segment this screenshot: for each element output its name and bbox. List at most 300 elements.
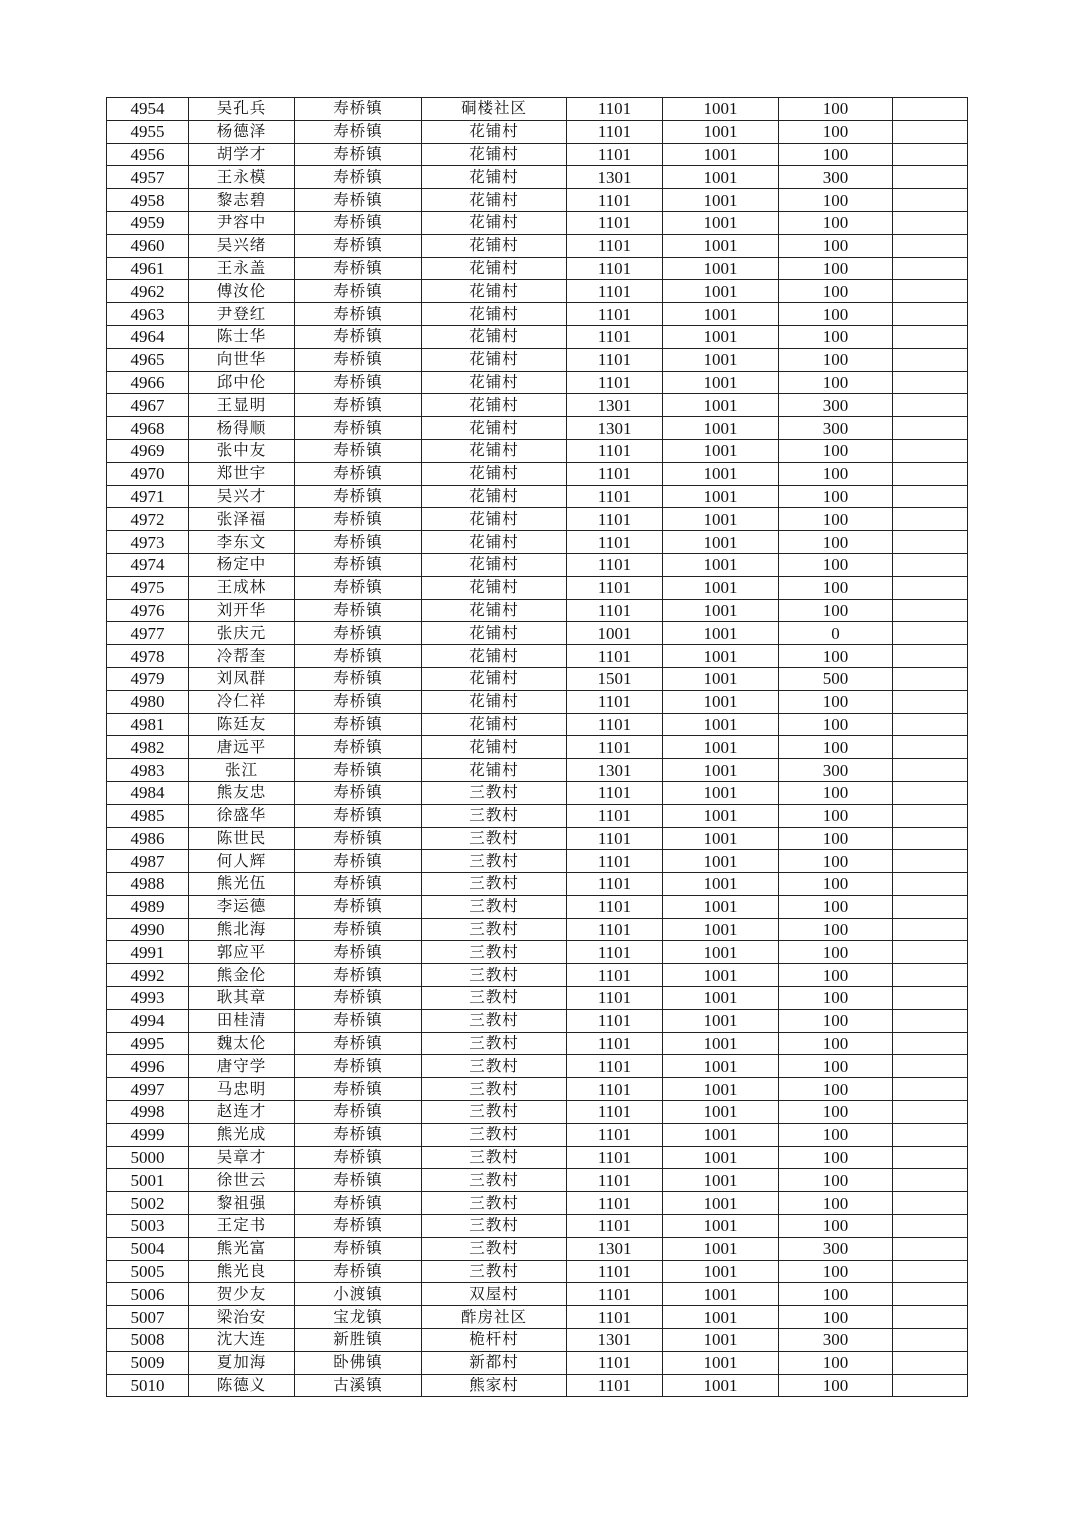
note-cell (893, 98, 968, 121)
note-cell (893, 599, 968, 622)
code-a-cell: 1101 (567, 143, 663, 166)
code-a-cell: 1101 (567, 987, 663, 1010)
village-cell: 新都村 (422, 1351, 567, 1374)
village-cell: 花铺村 (422, 234, 567, 257)
note-cell (893, 325, 968, 348)
town-cell: 寿桥镇 (295, 211, 422, 234)
code-b-cell: 1001 (663, 462, 779, 485)
town-cell: 寿桥镇 (295, 394, 422, 417)
note-cell (893, 1351, 968, 1374)
town-cell: 寿桥镇 (295, 1169, 422, 1192)
table-row (107, 1283, 968, 1306)
note-cell (893, 371, 968, 394)
amount-cell: 100 (779, 303, 893, 326)
serial-cell: 5000 (107, 1146, 189, 1169)
town-cell: 寿桥镇 (295, 850, 422, 873)
code-a-cell: 1101 (567, 439, 663, 462)
village-cell: 三教村 (422, 1237, 567, 1260)
serial-cell: 4994 (107, 1009, 189, 1032)
serial-cell: 4993 (107, 987, 189, 1010)
village-cell: 花铺村 (422, 257, 567, 280)
serial-cell: 4987 (107, 850, 189, 873)
serial-cell: 4966 (107, 371, 189, 394)
note-cell (893, 576, 968, 599)
amount-cell: 100 (779, 1215, 893, 1238)
code-b-cell: 1001 (663, 1260, 779, 1283)
name-cell: 王显明 (189, 394, 295, 417)
note-cell (893, 645, 968, 668)
name-cell: 张江 (189, 759, 295, 782)
note-cell (893, 1146, 968, 1169)
note-cell (893, 827, 968, 850)
code-b-cell: 1001 (663, 1032, 779, 1055)
serial-cell: 4992 (107, 964, 189, 987)
amount-cell: 100 (779, 1055, 893, 1078)
amount-cell: 100 (779, 120, 893, 143)
name-cell: 吴兴绪 (189, 234, 295, 257)
name-cell: 吴孔兵 (189, 98, 295, 121)
code-a-cell: 1101 (567, 1351, 663, 1374)
name-cell: 杨定中 (189, 553, 295, 576)
table-row (107, 303, 968, 326)
code-a-cell: 1101 (567, 531, 663, 554)
table-row (107, 417, 968, 440)
village-cell: 花铺村 (422, 417, 567, 440)
table-row (107, 1101, 968, 1124)
village-cell: 三教村 (422, 1078, 567, 1101)
table-row (107, 690, 968, 713)
code-a-cell: 1101 (567, 1283, 663, 1306)
serial-cell: 4984 (107, 781, 189, 804)
code-b-cell: 1001 (663, 485, 779, 508)
town-cell: 寿桥镇 (295, 325, 422, 348)
serial-cell: 4958 (107, 189, 189, 212)
table-row (107, 462, 968, 485)
code-a-cell: 1101 (567, 1123, 663, 1146)
village-cell: 酢房社区 (422, 1306, 567, 1329)
note-cell (893, 1101, 968, 1124)
village-cell: 花铺村 (422, 667, 567, 690)
town-cell: 寿桥镇 (295, 417, 422, 440)
code-b-cell: 1001 (663, 303, 779, 326)
village-cell: 三教村 (422, 895, 567, 918)
serial-cell: 5007 (107, 1306, 189, 1329)
serial-cell: 4996 (107, 1055, 189, 1078)
amount-cell: 100 (779, 690, 893, 713)
name-cell: 尹登红 (189, 303, 295, 326)
village-cell: 花铺村 (422, 690, 567, 713)
amount-cell: 100 (779, 280, 893, 303)
amount-cell: 100 (779, 736, 893, 759)
name-cell: 熊光良 (189, 1260, 295, 1283)
village-cell: 花铺村 (422, 371, 567, 394)
code-a-cell: 1101 (567, 804, 663, 827)
town-cell: 寿桥镇 (295, 827, 422, 850)
serial-cell: 5010 (107, 1374, 189, 1397)
note-cell (893, 1123, 968, 1146)
town-cell: 新胜镇 (295, 1329, 422, 1352)
table-row (107, 394, 968, 417)
village-cell: 花铺村 (422, 553, 567, 576)
table-row (107, 1192, 968, 1215)
note-cell (893, 850, 968, 873)
serial-cell: 5005 (107, 1260, 189, 1283)
table-row (107, 531, 968, 554)
town-cell: 寿桥镇 (295, 280, 422, 303)
amount-cell: 100 (779, 553, 893, 576)
table-row (107, 1055, 968, 1078)
table-row (107, 1351, 968, 1374)
amount-cell: 100 (779, 895, 893, 918)
note-cell (893, 895, 968, 918)
code-a-cell: 1101 (567, 1260, 663, 1283)
amount-cell: 100 (779, 189, 893, 212)
code-a-cell: 1101 (567, 1215, 663, 1238)
code-b-cell: 1001 (663, 1283, 779, 1306)
note-cell (893, 303, 968, 326)
note-cell (893, 234, 968, 257)
table-row (107, 98, 968, 121)
amount-cell: 100 (779, 1032, 893, 1055)
code-b-cell: 1001 (663, 941, 779, 964)
amount-cell: 100 (779, 1009, 893, 1032)
code-b-cell: 1001 (663, 1101, 779, 1124)
code-b-cell: 1001 (663, 1237, 779, 1260)
name-cell: 熊北海 (189, 918, 295, 941)
town-cell: 寿桥镇 (295, 1078, 422, 1101)
code-a-cell: 1001 (567, 622, 663, 645)
name-cell: 陈世民 (189, 827, 295, 850)
serial-cell: 4968 (107, 417, 189, 440)
code-b-cell: 1001 (663, 987, 779, 1010)
table-row (107, 987, 968, 1010)
code-b-cell: 1001 (663, 1215, 779, 1238)
village-cell: 花铺村 (422, 736, 567, 759)
name-cell: 吴兴才 (189, 485, 295, 508)
code-b-cell: 1001 (663, 667, 779, 690)
table-row (107, 1374, 968, 1397)
serial-cell: 4963 (107, 303, 189, 326)
serial-cell: 4995 (107, 1032, 189, 1055)
code-b-cell: 1001 (663, 325, 779, 348)
name-cell: 陈德义 (189, 1374, 295, 1397)
note-cell (893, 804, 968, 827)
note-cell (893, 1169, 968, 1192)
town-cell: 寿桥镇 (295, 781, 422, 804)
note-cell (893, 485, 968, 508)
note-cell (893, 531, 968, 554)
code-b-cell: 1001 (663, 736, 779, 759)
amount-cell: 100 (779, 462, 893, 485)
table-row (107, 257, 968, 280)
code-a-cell: 1101 (567, 462, 663, 485)
amount-cell: 100 (779, 645, 893, 668)
code-a-cell: 1301 (567, 417, 663, 440)
table-row (107, 964, 968, 987)
note-cell (893, 553, 968, 576)
amount-cell: 100 (779, 531, 893, 554)
town-cell: 寿桥镇 (295, 895, 422, 918)
code-a-cell: 1101 (567, 325, 663, 348)
note-cell (893, 166, 968, 189)
serial-cell: 4973 (107, 531, 189, 554)
town-cell: 寿桥镇 (295, 599, 422, 622)
code-b-cell: 1001 (663, 599, 779, 622)
amount-cell: 300 (779, 1329, 893, 1352)
name-cell: 张中友 (189, 439, 295, 462)
note-cell (893, 964, 968, 987)
town-cell: 寿桥镇 (295, 1055, 422, 1078)
serial-cell: 4991 (107, 941, 189, 964)
village-cell: 花铺村 (422, 303, 567, 326)
table-row (107, 1146, 968, 1169)
note-cell (893, 713, 968, 736)
serial-cell: 4962 (107, 280, 189, 303)
town-cell: 寿桥镇 (295, 98, 422, 121)
code-a-cell: 1301 (567, 1237, 663, 1260)
table-row (107, 553, 968, 576)
amount-cell: 100 (779, 1306, 893, 1329)
code-b-cell: 1001 (663, 918, 779, 941)
town-cell: 寿桥镇 (295, 873, 422, 896)
serial-cell: 5001 (107, 1169, 189, 1192)
village-cell: 花铺村 (422, 189, 567, 212)
table-row (107, 622, 968, 645)
code-a-cell: 1101 (567, 189, 663, 212)
code-a-cell: 1301 (567, 759, 663, 782)
name-cell: 唐远平 (189, 736, 295, 759)
serial-cell: 5008 (107, 1329, 189, 1352)
town-cell: 寿桥镇 (295, 736, 422, 759)
amount-cell: 100 (779, 781, 893, 804)
serial-cell: 4985 (107, 804, 189, 827)
name-cell: 向世华 (189, 348, 295, 371)
code-b-cell: 1001 (663, 98, 779, 121)
table-row (107, 348, 968, 371)
name-cell: 黎祖强 (189, 1192, 295, 1215)
amount-cell: 100 (779, 1351, 893, 1374)
code-a-cell: 1101 (567, 1055, 663, 1078)
village-cell: 三教村 (422, 827, 567, 850)
name-cell: 梁治安 (189, 1306, 295, 1329)
town-cell: 寿桥镇 (295, 120, 422, 143)
town-cell: 寿桥镇 (295, 941, 422, 964)
code-a-cell: 1101 (567, 120, 663, 143)
town-cell: 寿桥镇 (295, 234, 422, 257)
table-row (107, 1032, 968, 1055)
table-row (107, 895, 968, 918)
code-a-cell: 1101 (567, 941, 663, 964)
note-cell (893, 1306, 968, 1329)
table-row (107, 1329, 968, 1352)
note-cell (893, 781, 968, 804)
serial-cell: 5002 (107, 1192, 189, 1215)
amount-cell: 100 (779, 485, 893, 508)
note-cell (893, 1078, 968, 1101)
name-cell: 胡学才 (189, 143, 295, 166)
town-cell: 寿桥镇 (295, 303, 422, 326)
code-a-cell: 1101 (567, 234, 663, 257)
code-b-cell: 1001 (663, 964, 779, 987)
table-row (107, 1009, 968, 1032)
village-cell: 花铺村 (422, 166, 567, 189)
village-cell: 花铺村 (422, 622, 567, 645)
amount-cell: 100 (779, 850, 893, 873)
table-row (107, 645, 968, 668)
code-a-cell: 1101 (567, 553, 663, 576)
village-cell: 花铺村 (422, 348, 567, 371)
town-cell: 寿桥镇 (295, 348, 422, 371)
name-cell: 刘开华 (189, 599, 295, 622)
name-cell: 熊光富 (189, 1237, 295, 1260)
note-cell (893, 1055, 968, 1078)
code-a-cell: 1101 (567, 690, 663, 713)
town-cell: 寿桥镇 (295, 987, 422, 1010)
amount-cell: 100 (779, 1078, 893, 1101)
village-cell: 三教村 (422, 987, 567, 1010)
name-cell: 傅汝伦 (189, 280, 295, 303)
town-cell: 寿桥镇 (295, 531, 422, 554)
village-cell: 三教村 (422, 1123, 567, 1146)
town-cell: 寿桥镇 (295, 622, 422, 645)
serial-cell: 4979 (107, 667, 189, 690)
amount-cell: 100 (779, 143, 893, 166)
code-a-cell: 1101 (567, 1374, 663, 1397)
amount-cell: 100 (779, 873, 893, 896)
amount-cell: 300 (779, 1237, 893, 1260)
name-cell: 杨德泽 (189, 120, 295, 143)
records-table (106, 97, 968, 1397)
name-cell: 田桂清 (189, 1009, 295, 1032)
table-row (107, 1260, 968, 1283)
table-row (107, 234, 968, 257)
code-b-cell: 1001 (663, 189, 779, 212)
table-row (107, 804, 968, 827)
table-body (107, 98, 968, 1397)
serial-cell: 4960 (107, 234, 189, 257)
table-row (107, 759, 968, 782)
table-row (107, 485, 968, 508)
serial-cell: 4997 (107, 1078, 189, 1101)
town-cell: 寿桥镇 (295, 713, 422, 736)
code-b-cell: 1001 (663, 234, 779, 257)
note-cell (893, 348, 968, 371)
code-a-cell: 1101 (567, 873, 663, 896)
name-cell: 王永盖 (189, 257, 295, 280)
code-b-cell: 1001 (663, 759, 779, 782)
name-cell: 李东文 (189, 531, 295, 554)
town-cell: 寿桥镇 (295, 667, 422, 690)
town-cell: 寿桥镇 (295, 485, 422, 508)
note-cell (893, 1009, 968, 1032)
note-cell (893, 736, 968, 759)
note-cell (893, 1374, 968, 1397)
code-b-cell: 1001 (663, 827, 779, 850)
code-a-cell: 1101 (567, 1032, 663, 1055)
village-cell: 花铺村 (422, 462, 567, 485)
table-row (107, 166, 968, 189)
name-cell: 马忠明 (189, 1078, 295, 1101)
code-b-cell: 1001 (663, 873, 779, 896)
serial-cell: 4990 (107, 918, 189, 941)
code-a-cell: 1101 (567, 576, 663, 599)
village-cell: 三教村 (422, 1101, 567, 1124)
serial-cell: 4977 (107, 622, 189, 645)
amount-cell: 100 (779, 234, 893, 257)
code-a-cell: 1101 (567, 964, 663, 987)
name-cell: 熊友忠 (189, 781, 295, 804)
note-cell (893, 508, 968, 531)
village-cell: 花铺村 (422, 713, 567, 736)
village-cell: 三教村 (422, 918, 567, 941)
table-row (107, 850, 968, 873)
town-cell: 寿桥镇 (295, 1146, 422, 1169)
village-cell: 硐楼社区 (422, 98, 567, 121)
name-cell: 陈士华 (189, 325, 295, 348)
name-cell: 黎志碧 (189, 189, 295, 212)
serial-cell: 4983 (107, 759, 189, 782)
amount-cell: 300 (779, 166, 893, 189)
note-cell (893, 394, 968, 417)
table-row (107, 280, 968, 303)
note-cell (893, 211, 968, 234)
serial-cell: 4955 (107, 120, 189, 143)
serial-cell: 4970 (107, 462, 189, 485)
code-b-cell: 1001 (663, 850, 779, 873)
table-row (107, 1123, 968, 1146)
town-cell: 宝龙镇 (295, 1306, 422, 1329)
town-cell: 寿桥镇 (295, 439, 422, 462)
amount-cell: 300 (779, 417, 893, 440)
name-cell: 尹容中 (189, 211, 295, 234)
code-b-cell: 1001 (663, 1169, 779, 1192)
code-a-cell: 1101 (567, 280, 663, 303)
serial-cell: 4964 (107, 325, 189, 348)
village-cell: 花铺村 (422, 645, 567, 668)
serial-cell: 4971 (107, 485, 189, 508)
village-cell: 花铺村 (422, 120, 567, 143)
town-cell: 寿桥镇 (295, 166, 422, 189)
village-cell: 三教村 (422, 873, 567, 896)
serial-cell: 4974 (107, 553, 189, 576)
village-cell: 三教村 (422, 1009, 567, 1032)
note-cell (893, 873, 968, 896)
serial-cell: 4980 (107, 690, 189, 713)
village-cell: 三教村 (422, 941, 567, 964)
note-cell (893, 439, 968, 462)
table-row (107, 713, 968, 736)
amount-cell: 300 (779, 394, 893, 417)
name-cell: 张泽福 (189, 508, 295, 531)
code-b-cell: 1001 (663, 1009, 779, 1032)
note-cell (893, 280, 968, 303)
note-cell (893, 1215, 968, 1238)
serial-cell: 4959 (107, 211, 189, 234)
village-cell: 花铺村 (422, 508, 567, 531)
town-cell: 卧佛镇 (295, 1351, 422, 1374)
village-cell: 三教村 (422, 1215, 567, 1238)
table-row (107, 576, 968, 599)
name-cell: 熊光成 (189, 1123, 295, 1146)
code-a-cell: 1101 (567, 1101, 663, 1124)
name-cell: 冷帮奎 (189, 645, 295, 668)
village-cell: 花铺村 (422, 485, 567, 508)
town-cell: 寿桥镇 (295, 1237, 422, 1260)
village-cell: 花铺村 (422, 280, 567, 303)
village-cell: 三教村 (422, 1260, 567, 1283)
amount-cell: 100 (779, 211, 893, 234)
village-cell: 三教村 (422, 850, 567, 873)
